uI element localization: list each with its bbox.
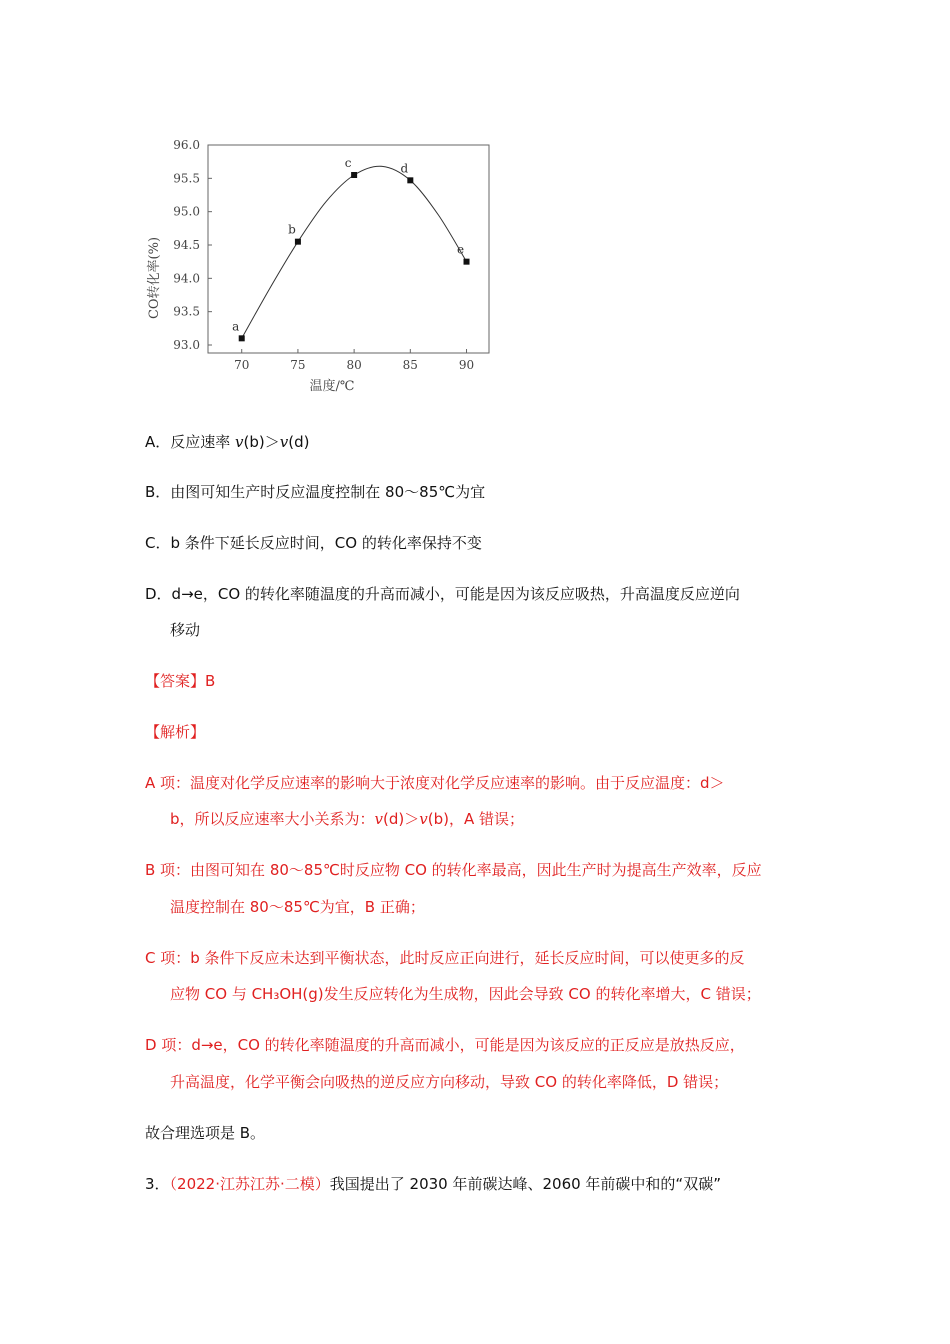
point-label-e: e: [456, 242, 465, 257]
answer-value: B: [205, 672, 216, 690]
analysis-b-line1: B 项：由图可知在 80～85℃时反应物 CO 的转化率最高，因此生产时为提高生产效率，反应: [145, 861, 762, 879]
point-c: [351, 172, 357, 178]
conclusion: 故合理选项是 B。: [145, 1124, 266, 1142]
y-tick-label-5: 95.5: [173, 171, 200, 186]
question-3: [145, 1174, 721, 1194]
y-tick-label-4: 95.0: [173, 204, 200, 219]
answer: [145, 671, 215, 691]
x-tick-label-2: 80: [346, 358, 362, 372]
option-d-line1: D．d→e，CO 的转化率随温度的升高而减小，可能是因为该反应吸热，升高温度反应逆向: [145, 585, 740, 603]
y-axis-label: CO转化率(%): [147, 236, 162, 320]
question-number: 3．: [145, 1175, 170, 1193]
y-tick-label-0: 93.0: [173, 338, 200, 352]
y-tick-label-6: 96.0: [173, 138, 200, 152]
x-tick-label-4: 90: [458, 358, 475, 372]
point-b: [295, 239, 301, 245]
answer-label: 【答案】: [145, 672, 206, 690]
x-tick-label-0: 70: [234, 358, 250, 372]
plot-frame: [208, 145, 489, 353]
point-d: [407, 177, 413, 183]
point-label-d: d: [400, 161, 409, 176]
point-a: [239, 335, 245, 341]
analysis-a-line2: b，所以反应速率大小关系为：v(d)＞v(b)，A 错误；: [170, 810, 524, 828]
analysis-d-line1: D 项：d→e，CO 的转化率随温度的升高而减小，可能是因为该反应的正反应是放热反应，: [145, 1036, 745, 1054]
y-tick-label-1: 93.5: [173, 304, 200, 319]
x-axis-label: 温度/℃: [309, 379, 355, 394]
analysis-label: 【解析】: [145, 723, 206, 741]
y-tick-label-3: 94.5: [173, 238, 200, 252]
x-tick-label-1: 75: [290, 358, 306, 372]
co-conversion-chart: [140, 128, 510, 398]
option-b: B．由图可知生产时反应温度控制在 80～85℃为宜: [145, 483, 486, 501]
y-tick-label-2: 94.0: [173, 271, 200, 286]
point-label-b: b: [288, 222, 296, 237]
question-text: 我国提出了 2030 年前碳达峰、2060 年前碳中和的“双碳”: [329, 1175, 721, 1193]
analysis-d-line2: 升高温度，化学平衡会向吸热的逆反应方向移动，导致 CO 的转化率降低，D 错误；: [170, 1073, 729, 1091]
analysis-c-line2: 应物 CO 与 CH₃OH(g)发生反应转化为生成物，因此会导致 CO 的转化率增大，C 错误；: [170, 985, 761, 1003]
question-source: （2022·江苏江苏·二模）: [169, 1175, 330, 1193]
x-tick-label-3: 85: [402, 358, 418, 372]
option-c: C．b 条件下延长反应时间，CO 的转化率保持不变: [145, 534, 482, 552]
point-label-a: a: [232, 319, 240, 334]
point-e: [464, 259, 470, 265]
fit-curve: [242, 166, 467, 338]
option-a: A．反应速率 v(b)＞v(d): [145, 433, 310, 451]
point-label-c: c: [344, 156, 352, 170]
analysis-c-line1: C 项：b 条件下反应未达到平衡状态，此时反应正向进行，延长反应时间，可以使更多的反: [145, 949, 745, 967]
analysis-a-line1: A 项：温度对化学反应速率的影响大于浓度对化学反应速率的影响。由于反应温度：d＞: [145, 774, 725, 792]
analysis-b-line2: 温度控制在 80～85℃为宜，B 正确；: [170, 898, 425, 916]
option-d-line2: 移动: [170, 621, 201, 639]
